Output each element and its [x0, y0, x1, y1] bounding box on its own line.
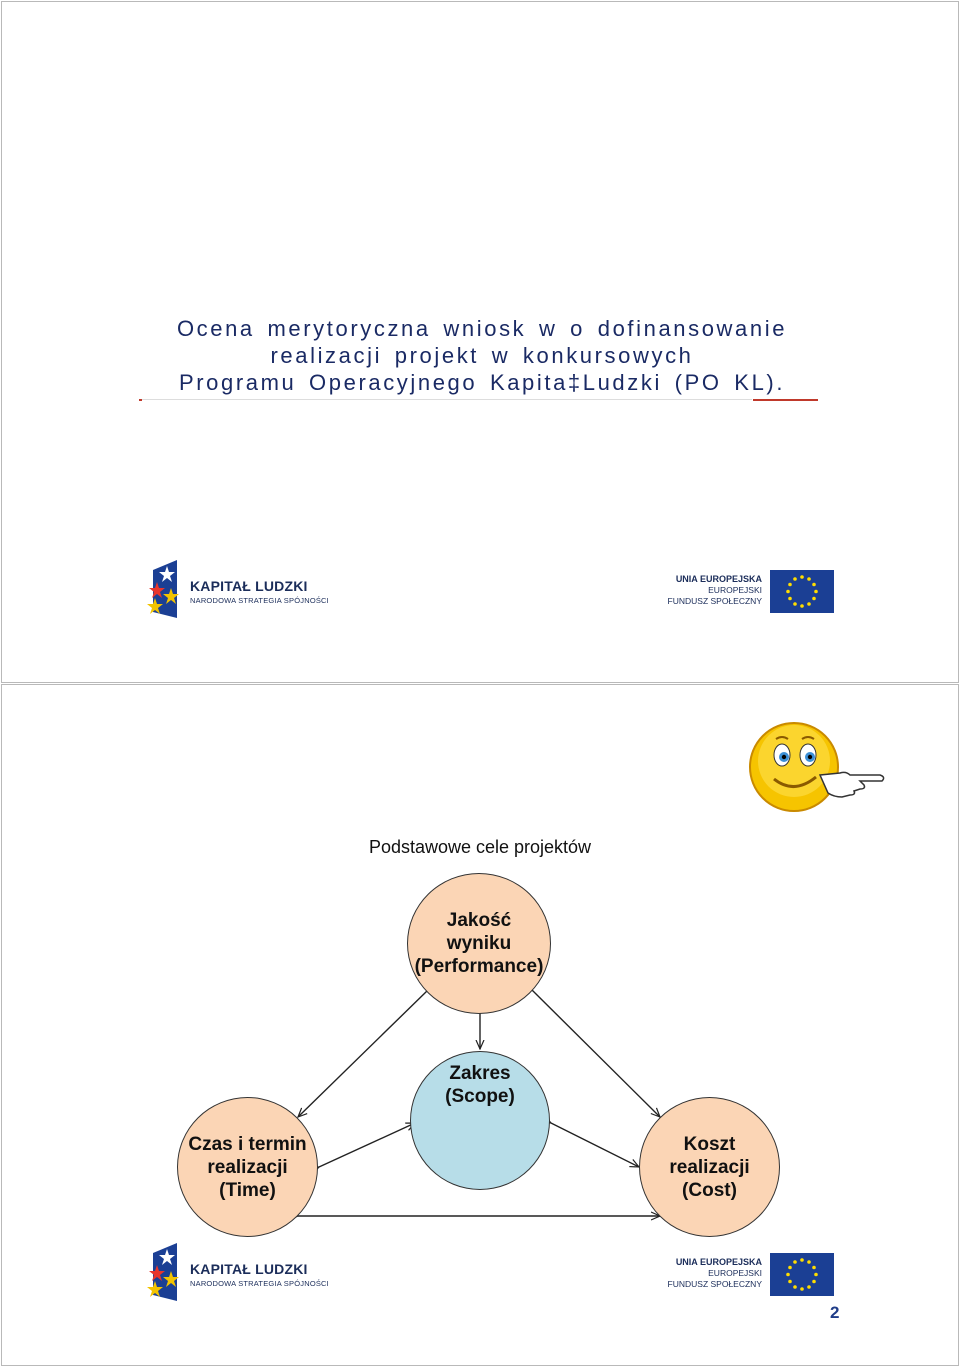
kapital-ludzki-star-icon — [147, 1243, 187, 1303]
kapital-ludzki-star-icon — [147, 560, 187, 620]
node-performance — [407, 873, 551, 1014]
eu-fund-line-2: FUNDUSZ SPOŁECZNY — [667, 596, 762, 606]
node-cost — [639, 1097, 780, 1237]
kapital-ludzki-logo-2 — [147, 1243, 337, 1303]
eu-text — [668, 1257, 762, 1290]
title-line-2: realizacji projekt w konkursowych — [270, 343, 694, 368]
slide-1 — [1, 1, 959, 683]
node-performance-line-2: wyniku — [446, 933, 512, 954]
node-time-line-3: (Time) — [219, 1179, 276, 1201]
kapital-ludzki-subtitle: NARODOWA STRATEGIA SPÓJNOŚCI — [190, 1279, 329, 1288]
title-line-3: Programu Operacyjnego Kapita‡Ludzki (PO KL). — [178, 370, 786, 395]
eu-logo — [654, 570, 834, 618]
eu-logo-2 — [654, 1253, 834, 1301]
node-performance-line-3: (Performance) — [414, 956, 544, 977]
eu-flag-icon — [770, 1253, 834, 1296]
eu-name: UNIA EUROPEJSKA — [675, 1257, 762, 1267]
kapital-ludzki-subtitle: NARODOWA STRATEGIA SPÓJNOŚCI — [190, 596, 329, 605]
node-cost-line-3: (Cost) — [682, 1179, 737, 1201]
page-number: 2 — [830, 1303, 840, 1322]
node-performance-line-1: Jakość — [446, 910, 512, 931]
slide-2 — [1, 684, 959, 1366]
kapital-ludzki-name: KAPITAŁ LUDZKI — [190, 1261, 308, 1277]
eu-name: UNIA EUROPEJSKA — [675, 574, 762, 584]
eu-text — [668, 574, 762, 607]
node-scope-line-2: (Scope) — [445, 1086, 515, 1107]
diagram-heading: Podstawowe cele projektów — [368, 837, 592, 857]
node-scope — [410, 1051, 550, 1190]
node-time — [177, 1097, 318, 1237]
arrow-scope-cost — [551, 1123, 639, 1167]
title-line-1: Ocena merytoryczna wniosk w o dofinansowanie — [176, 316, 788, 341]
title-underline-rule — [142, 399, 752, 400]
node-time-line-1: Czas i termin — [188, 1133, 307, 1155]
eu-flag-icon — [770, 570, 834, 613]
arrow-time-scope — [319, 1123, 415, 1167]
node-cost-line-1: Koszt — [683, 1133, 736, 1155]
arrow-performance-time — [298, 990, 428, 1117]
eu-fund-line-1: EUROPEJSKI — [708, 1268, 762, 1278]
node-time-line-2: realizacji — [207, 1156, 288, 1178]
eu-fund-line-1: EUROPEJSKI — [708, 585, 762, 595]
slide-title — [137, 315, 827, 396]
kapital-ludzki-name: KAPITAŁ LUDZKI — [190, 578, 308, 594]
title-underline-accent — [753, 399, 818, 401]
arrow-performance-cost — [532, 990, 660, 1117]
node-cost-line-2: realizacji — [669, 1156, 750, 1178]
eu-fund-line-2: FUNDUSZ SPOŁECZNY — [667, 1279, 762, 1289]
kapital-ludzki-logo — [147, 560, 337, 620]
node-scope-line-1: Zakres — [449, 1063, 511, 1084]
